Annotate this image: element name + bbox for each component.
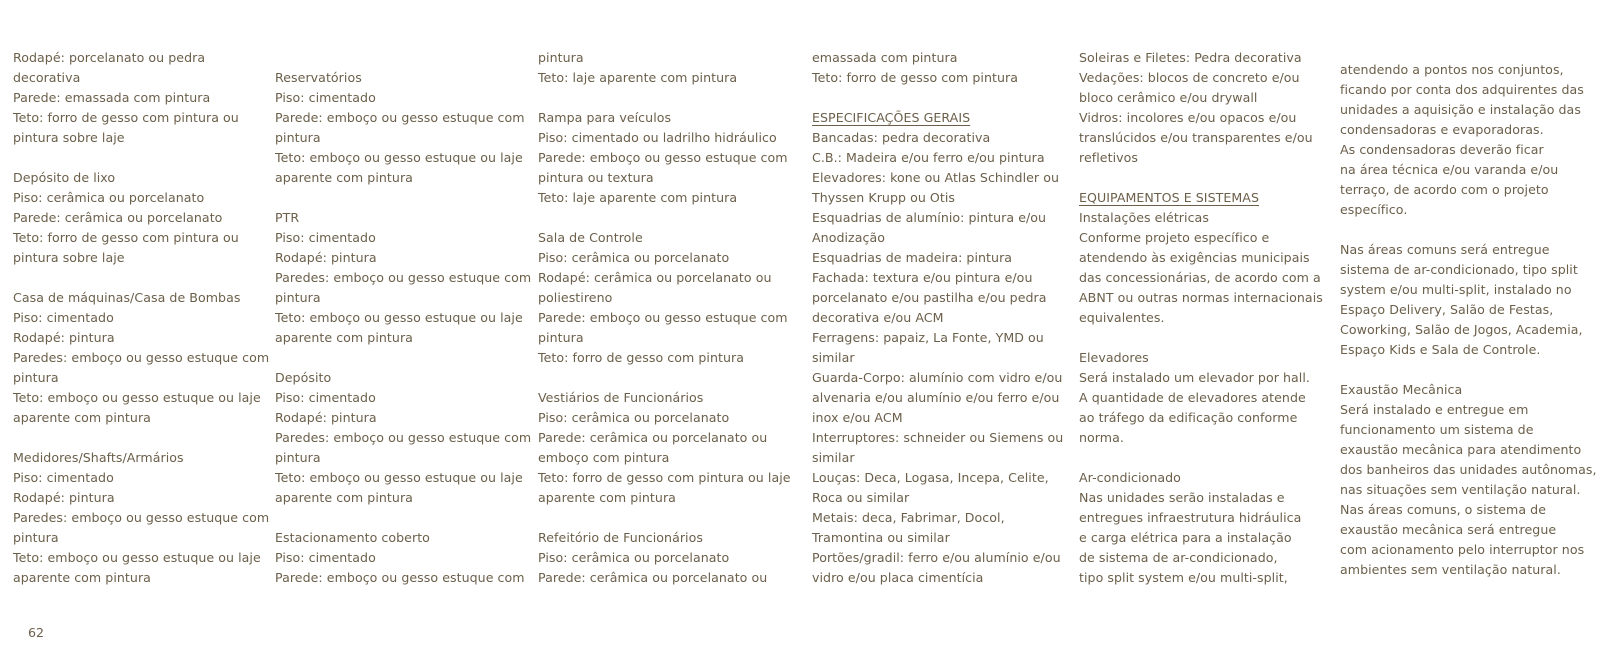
blank-line bbox=[13, 268, 269, 288]
text-line: bloco cerâmico e/ou drywall bbox=[1079, 90, 1258, 105]
blank-line bbox=[538, 508, 791, 528]
text-line: unidades a aquisição e instalação das bbox=[1340, 102, 1581, 117]
blank-line bbox=[1079, 328, 1323, 348]
text-line: específico. bbox=[1340, 202, 1408, 217]
text-line: Thyssen Krupp ou Otis bbox=[812, 190, 956, 205]
text-line: Piso: cerâmica ou porcelanato bbox=[538, 250, 730, 265]
text-line: Parede: emboço ou gesso estuque com bbox=[275, 110, 525, 125]
text-line: pintura bbox=[538, 50, 584, 65]
text-line: Coworking, Salão de Jogos, Academia, bbox=[1340, 322, 1583, 337]
text-line: aparente com pintura bbox=[275, 490, 413, 505]
section-heading: EQUIPAMENTOS E SISTEMAS bbox=[1079, 190, 1259, 205]
blank-line bbox=[1340, 360, 1597, 380]
blank-line bbox=[812, 88, 1063, 108]
text-line: pintura sobre laje bbox=[13, 130, 125, 145]
text-line: porcelanato e/ou pastilha e/ou pedra bbox=[812, 290, 1047, 305]
text-line: Tramontina ou similar bbox=[812, 530, 950, 545]
text-line: Teto: forro de gesso com pintura ou laje bbox=[538, 470, 791, 485]
text-line: Instalações elétricas bbox=[1079, 210, 1209, 225]
text-line: com acionamento pelo interruptor nos bbox=[1340, 542, 1585, 557]
text-line: Conforme projeto específico e bbox=[1079, 230, 1270, 245]
text-line: aparente com pintura bbox=[538, 490, 676, 505]
text-line: Depósito de lixo bbox=[13, 170, 116, 185]
text-line: similar bbox=[812, 350, 855, 365]
text-line: tipo split system e/ou multi-split, bbox=[1079, 570, 1288, 585]
text-line: Teto: emboço ou gesso estuque ou laje bbox=[275, 470, 523, 485]
text-line: system e/ou multi-split, instalado no bbox=[1340, 282, 1572, 297]
text-line: Teto: emboço ou gesso estuque ou laje bbox=[13, 550, 261, 565]
text-line: ambientes sem ventilação natural. bbox=[1340, 562, 1561, 577]
text-line: Paredes: emboço ou gesso estuque com bbox=[13, 510, 270, 525]
text-line: exaustão mecânica será entregue bbox=[1340, 522, 1557, 537]
text-line: nas situações sem ventilação natural. bbox=[1340, 482, 1581, 497]
text-line: Parede: cerâmica ou porcelanato bbox=[13, 210, 223, 225]
text-line: poliestireno bbox=[538, 290, 613, 305]
text-line: Teto: laje aparente com pintura bbox=[538, 70, 738, 85]
text-column-6 bbox=[1340, 60, 1597, 580]
blank-line bbox=[1079, 448, 1323, 468]
text-line: Rodapé: pintura bbox=[275, 410, 377, 425]
text-line: similar bbox=[812, 450, 855, 465]
text-line: Rodapé: porcelanato ou pedra bbox=[13, 50, 206, 65]
text-line: pintura bbox=[538, 330, 584, 345]
blank-line bbox=[13, 148, 269, 168]
blank-line bbox=[275, 508, 531, 528]
text-line: dos banheiros das unidades autônomas, bbox=[1340, 462, 1597, 477]
text-line: Piso: cimentado bbox=[275, 390, 376, 405]
text-column-5 bbox=[1079, 48, 1323, 588]
text-line: pintura bbox=[275, 130, 321, 145]
text-line: Parede: cerâmica ou porcelanato ou bbox=[538, 570, 768, 585]
text-line: condensadoras e evaporadoras. bbox=[1340, 122, 1544, 137]
text-line: das concessionárias, de acordo com a bbox=[1079, 270, 1321, 285]
text-line: Interruptores: schneider ou Siemens ou bbox=[812, 430, 1064, 445]
blank-line bbox=[275, 348, 531, 368]
text-line: Piso: cimentado bbox=[275, 230, 376, 245]
text-line: decorativa bbox=[13, 70, 81, 85]
text-line: Portões/gradil: ferro e/ou alumínio e/ou bbox=[812, 550, 1061, 565]
text-line: C.B.: Madeira e/ou ferro e/ou pintura bbox=[812, 150, 1045, 165]
text-line: Ar-condicionado bbox=[1079, 470, 1181, 485]
text-line: Será instalado um elevador por hall. bbox=[1079, 370, 1310, 385]
text-line: Vidros: incolores e/ou opacos e/ou bbox=[1079, 110, 1297, 125]
text-line: Guarda-Corpo: alumínio com vidro e/ou bbox=[812, 370, 1063, 385]
text-line: Espaço Kids e Sala de Controle. bbox=[1340, 342, 1541, 357]
text-line: vidro e/ou placa cimentícia bbox=[812, 570, 984, 585]
text-line: Rampa para veículos bbox=[538, 110, 672, 125]
text-line: Paredes: emboço ou gesso estuque com bbox=[275, 430, 532, 445]
text-line: Teto: forro de gesso com pintura bbox=[812, 70, 1019, 85]
text-line: norma. bbox=[1079, 430, 1124, 445]
blank-line bbox=[1079, 168, 1323, 188]
text-line: pintura bbox=[13, 370, 59, 385]
text-line: translúcidos e/ou transparentes e/ou bbox=[1079, 130, 1313, 145]
text-line: Esquadrias de madeira: pintura bbox=[812, 250, 1013, 265]
text-line: Piso: cimentado ou ladrilho hidráulico bbox=[538, 130, 777, 145]
text-line: Refeitório de Funcionários bbox=[538, 530, 703, 545]
text-line: aparente com pintura bbox=[275, 170, 413, 185]
text-line: pintura sobre laje bbox=[13, 250, 125, 265]
blank-line bbox=[13, 428, 269, 448]
page-number: 62 bbox=[28, 625, 45, 640]
text-line: funcionamento um sistema de bbox=[1340, 422, 1534, 437]
section-heading: ESPECIFICAÇÕES GERAIS bbox=[812, 110, 971, 125]
text-line: Piso: cimentado bbox=[13, 310, 114, 325]
text-line: na área técnica e/ou varanda e/ou bbox=[1340, 162, 1559, 177]
text-line: Medidores/Shafts/Armários bbox=[13, 450, 184, 465]
text-line: Exaustão Mecânica bbox=[1340, 382, 1463, 397]
text-line: Teto: emboço ou gesso estuque ou laje bbox=[13, 390, 261, 405]
text-line: exaustão mecânica para atendimento bbox=[1340, 442, 1582, 457]
text-line: Piso: cerâmica ou porcelanato bbox=[538, 410, 730, 425]
text-column-4 bbox=[812, 48, 1063, 588]
text-line: aparente com pintura bbox=[13, 410, 151, 425]
text-line: Vedações: blocos de concreto e/ou bbox=[1079, 70, 1300, 85]
text-line: entregues infraestrutura hidráulica bbox=[1079, 510, 1302, 525]
text-line: Piso: cimentado bbox=[275, 90, 376, 105]
text-line: Paredes: emboço ou gesso estuque com bbox=[13, 350, 270, 365]
text-line: Elevadores bbox=[1079, 350, 1149, 365]
text-line: Nas unidades serão instaladas e bbox=[1079, 490, 1285, 505]
blank-line bbox=[1340, 220, 1597, 240]
text-line: Teto: laje aparente com pintura bbox=[538, 190, 738, 205]
text-line: Fachada: textura e/ou pintura e/ou bbox=[812, 270, 1033, 285]
text-line: Teto: forro de gesso com pintura ou bbox=[13, 110, 239, 125]
text-line: pintura bbox=[275, 290, 321, 305]
text-line: Roca ou similar bbox=[812, 490, 910, 505]
text-line: Soleiras e Filetes: Pedra decorativa bbox=[1079, 50, 1302, 65]
text-line: Ferragens: papaiz, La Fonte, YMD ou bbox=[812, 330, 1044, 345]
text-line: Teto: forro de gesso com pintura bbox=[538, 350, 745, 365]
text-line: aparente com pintura bbox=[275, 330, 413, 345]
text-line: Nas áreas comuns, o sistema de bbox=[1340, 502, 1547, 517]
text-line: ao tráfego da edificação conforme bbox=[1079, 410, 1298, 425]
text-column-1 bbox=[13, 48, 269, 588]
text-line: Rodapé: cerâmica ou porcelanato ou bbox=[538, 270, 772, 285]
text-line: sistema de ar-condicionado, tipo split bbox=[1340, 262, 1578, 277]
text-line: Piso: cerâmica ou porcelanato bbox=[538, 550, 730, 565]
blank-line bbox=[275, 188, 531, 208]
text-line: inox e/ou ACM bbox=[812, 410, 903, 425]
text-line: Rodapé: pintura bbox=[13, 330, 115, 345]
text-line: Rodapé: pintura bbox=[275, 250, 377, 265]
text-line: Teto: forro de gesso com pintura ou bbox=[13, 230, 239, 245]
text-line: Vestiários de Funcionários bbox=[538, 390, 704, 405]
text-line: Parede: emboço ou gesso estuque com bbox=[275, 570, 525, 585]
text-line: A quantidade de elevadores atende bbox=[1079, 390, 1306, 405]
text-line: Teto: emboço ou gesso estuque ou laje bbox=[275, 310, 523, 325]
text-line: Bancadas: pedra decorativa bbox=[812, 130, 991, 145]
text-line: Louças: Deca, Logasa, Incepa, Celite, bbox=[812, 470, 1049, 485]
text-line: emboço com pintura bbox=[538, 450, 670, 465]
text-line: Parede: emboço ou gesso estuque com bbox=[538, 150, 788, 165]
text-line: Sala de Controle bbox=[538, 230, 643, 245]
text-line: alvenaria e/ou alumínio e/ou ferro e/ou bbox=[812, 390, 1060, 405]
text-line: Elevadores: kone ou Atlas Schindler ou bbox=[812, 170, 1060, 185]
text-line: pintura bbox=[275, 450, 321, 465]
text-line: ABNT ou outras normas internacionais bbox=[1079, 290, 1323, 305]
text-line: equivalentes. bbox=[1079, 310, 1165, 325]
text-line: Reservatórios bbox=[275, 70, 362, 85]
text-line: Anodização bbox=[812, 230, 885, 245]
text-line: Parede: emassada com pintura bbox=[13, 90, 211, 105]
text-line: Piso: cerâmica ou porcelanato bbox=[13, 190, 205, 205]
text-line: atendendo a pontos nos conjuntos, bbox=[1340, 62, 1564, 77]
text-line: PTR bbox=[275, 210, 300, 225]
text-line: Piso: cimentado bbox=[13, 470, 114, 485]
text-line: Teto: emboço ou gesso estuque ou laje bbox=[275, 150, 523, 165]
text-line: Parede: emboço ou gesso estuque com bbox=[538, 310, 788, 325]
text-line: terraço, de acordo com o projeto bbox=[1340, 182, 1549, 197]
text-line: decorativa e/ou ACM bbox=[812, 310, 944, 325]
text-line: de sistema de ar-condicionado, bbox=[1079, 550, 1278, 565]
text-line: Depósito bbox=[275, 370, 332, 385]
text-column-2 bbox=[275, 48, 531, 588]
text-line: Casa de máquinas/Casa de Bombas bbox=[13, 290, 241, 305]
text-line: pintura bbox=[13, 530, 59, 545]
text-line: Estacionamento coberto bbox=[275, 530, 430, 545]
text-line: refletivos bbox=[1079, 150, 1138, 165]
text-line: Parede: cerâmica ou porcelanato ou bbox=[538, 430, 768, 445]
text-line: pintura ou textura bbox=[538, 170, 654, 185]
text-line: Esquadrias de alumínio: pintura e/ou bbox=[812, 210, 1047, 225]
text-line: Nas áreas comuns será entregue bbox=[1340, 242, 1550, 257]
text-line: aparente com pintura bbox=[13, 570, 151, 585]
text-line: Espaço Delivery, Salão de Festas, bbox=[1340, 302, 1554, 317]
text-line: atendendo às exigências municipais bbox=[1079, 250, 1310, 265]
text-line: Rodapé: pintura bbox=[13, 490, 115, 505]
blank-line bbox=[538, 88, 791, 108]
text-line: As condensadoras deverão ficar bbox=[1340, 142, 1544, 157]
text-column-3 bbox=[538, 48, 791, 588]
blank-line bbox=[275, 48, 531, 68]
blank-line bbox=[538, 208, 791, 228]
text-line: e carga elétrica para a instalação bbox=[1079, 530, 1292, 545]
blank-line bbox=[538, 368, 791, 388]
text-line: Paredes: emboço ou gesso estuque com bbox=[275, 270, 532, 285]
text-line: Piso: cimentado bbox=[275, 550, 376, 565]
text-line: emassada com pintura bbox=[812, 50, 958, 65]
text-line: Será instalado e entregue em bbox=[1340, 402, 1529, 417]
text-line: ficando por conta dos adquirentes das bbox=[1340, 82, 1584, 97]
text-line: Metais: deca, Fabrimar, Docol, bbox=[812, 510, 1005, 525]
